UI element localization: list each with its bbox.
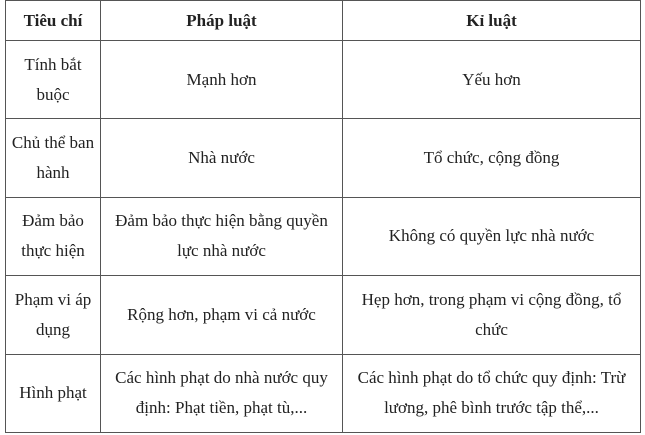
comparison-table — [5, 0, 641, 433]
header-criterion: Tiêu chí — [6, 1, 101, 41]
discipline-cell: Tổ chức, cộng đồng — [343, 119, 641, 197]
table-row — [6, 41, 641, 119]
law-cell: Rộng hơn, phạm vi cả nước — [101, 276, 343, 354]
header-discipline: Kỉ luật — [343, 1, 641, 41]
table-row — [6, 197, 641, 275]
table-header-row — [6, 1, 641, 41]
law-cell: Mạnh hơn — [101, 41, 343, 119]
criterion-cell: Chủ thể ban hành — [6, 119, 101, 197]
criterion-cell: Hình phạt — [6, 354, 101, 432]
discipline-cell: Không có quyền lực nhà nước — [343, 197, 641, 275]
table-row — [6, 354, 641, 432]
law-cell: Nhà nước — [101, 119, 343, 197]
criterion-cell: Phạm vi áp dụng — [6, 276, 101, 354]
discipline-cell: Yếu hơn — [343, 41, 641, 119]
discipline-cell: Các hình phạt do tổ chức quy định: Trừ lương, phê bình trước tập thể,... — [343, 354, 641, 432]
discipline-cell: Hẹp hơn, trong phạm vi cộng đồng, tổ chức — [343, 276, 641, 354]
law-cell: Đảm bảo thực hiện bằng quyền lực nhà nước — [101, 197, 343, 275]
criterion-cell: Tính bắt buộc — [6, 41, 101, 119]
header-law: Pháp luật — [101, 1, 343, 41]
table-row — [6, 119, 641, 197]
criterion-cell: Đảm bảo thực hiện — [6, 197, 101, 275]
table-row — [6, 276, 641, 354]
law-cell: Các hình phạt do nhà nước quy định: Phạt tiền, phạt tù,... — [101, 354, 343, 432]
